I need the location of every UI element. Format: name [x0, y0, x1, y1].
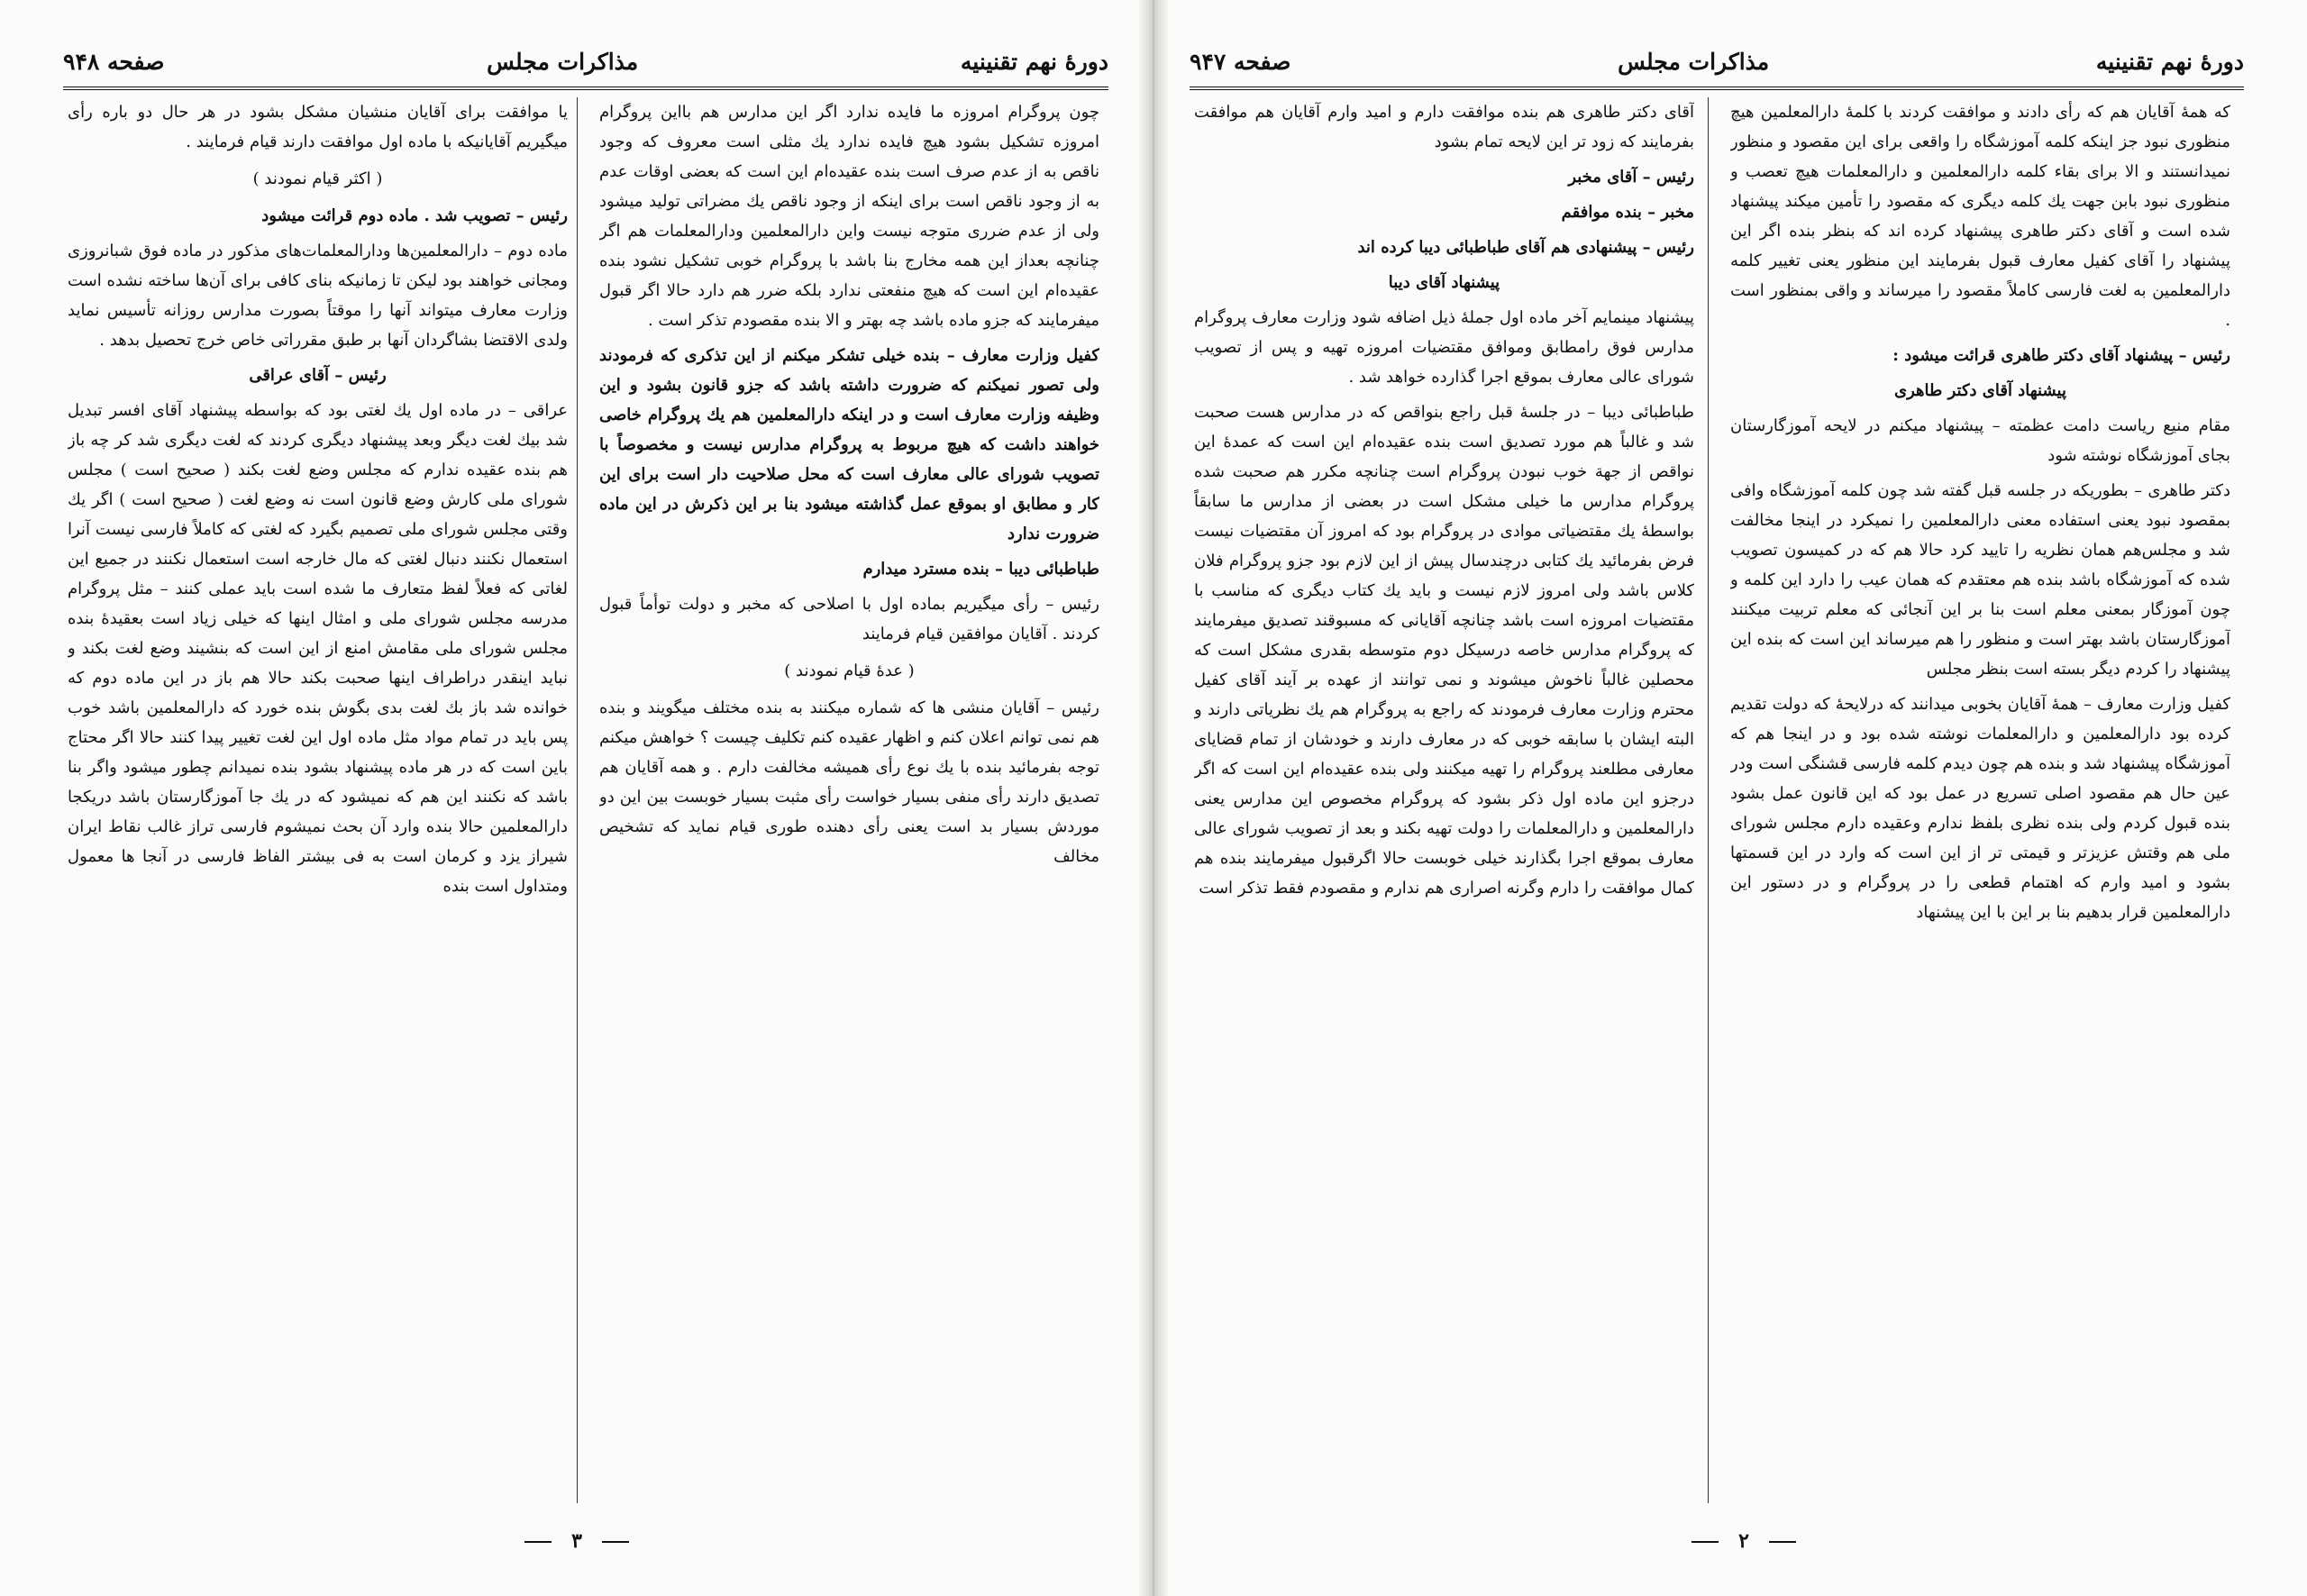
right-page-right-column — [1730, 97, 2230, 1503]
left-page-footer — [487, 1529, 667, 1553]
paragraph: پیشنهاد آقای دیبا — [1388, 273, 1500, 292]
paragraph: ماده دوم – دارالمعلمین‌ها ودارالمعلمات‌های مذکور در ماده فوق شبانروزی ومجانی خواهند بود لیکن تا زمانیکه بنای کافی برای آن‌ها ساخته نشده است وزارت معارف میتواند آنها را موقتاً بصورت مدارس روزانه تأسیس نماید ولدی الاقتضا بشاگردان آنها بر طبق مقرراتی خاص خرج تحصیل بدهد . — [68, 242, 568, 350]
right-header-rule — [1190, 87, 2244, 90]
left-page-header — [63, 43, 1108, 79]
right-page — [1154, 0, 2307, 1596]
paragraph: رئیس – پیشنهاد آقای دکتر طاهری قرائت میشود : — [1892, 346, 2230, 365]
left-page-left-column — [68, 97, 568, 1503]
caption: ( اکثر قیام نمودند ) — [252, 169, 383, 188]
paragraph: کفیل وزارت معارف – بنده خیلی تشکر میکنم از این تذکری که فرمودند ولی تصور نمیکنم که ضرورت داشته باشد که جزو قانون بشود و این وظیفه وزارت معارف است و در اینکه دارالمعلمین هم یك پروگرام خاصی خواهند داشت که هیچ مربوط به پروگرام مدارس نیست و مخصوصاً با تصویب شورای عالی معارف است که محل صلاحیت دار است برای این کار و مطابق او بموقع عمل گذاشته میشود بنا بر این ذکرش در این ماده ضرورت ندارد — [599, 346, 1099, 543]
paragraph: آقای دکتر طاهری هم بنده موافقت دارم و امید وارم آقایان هم موافقت بفرمایند که زود تر این لایحه تمام بشود — [1194, 103, 1694, 151]
paragraph: دکتر طاهری – بطوریکه در جلسه قبل گفته شد چون کلمه آموزشگاه وافی بمقصود نبود یعنی استفاده معنی دارالمعلمین را نمیکرد در اینجا مخالفت شد و مجلس‌هم همان نظریه را تایید کرد حالا هم که در کمیسون تصویب شده که آموزشگاه باشد بنده هم معتقدم که همان عیب را دارد این کلمه و چون آموزگار بمعنی معلم است بنا بر این آنجائی که معلم تربیت میکنند آموزگارستان باشد بهتر است و منظور را هم میرساند این است که بنده این پیشنهاد را کردم دیگر بسته است بنظر مجلس — [1730, 481, 2230, 679]
paragraph: که همهٔ آقایان هم که رأی دادند و موافقت کردند با کلمهٔ دارالمعلمین هیچ منظوری نبود جز اینکه کلمه آموزشگاه را واقعی برای این مقصود و منظور نمیدانستند و الا برای بقاء کلمه دارالمعلمین و دارالمعلمات هیچ تعصب و منظوری نبود بابن جهت یك کلمه دیگری که مقصود را تأمین میکند پیشنهاد شده است و آقای دکتر طاهری پیشنهاد کرده اند که بنظر بنده اگر این پیشنهاد را آقای کفیل معارف قبول بفرمایند این منظور یعنی تغییر کلمه دارالمعلمین به لغت فارسی کاملاً مقصود را میرساند و واقی بمنظور است . — [1730, 103, 2230, 330]
right-page-left-column — [1194, 97, 1694, 1503]
paragraph: مقام منیع ریاست دامت عظمته – پیشنهاد میکنم در لایحه آموزگارستان بجای آموزشگاه نوشته شود — [1730, 416, 2230, 465]
paragraph: مخبر – بنده موافقم — [1561, 203, 1694, 222]
paragraph: رئیس – آقای مخبر — [1568, 168, 1694, 187]
right-page-footer-number: ۲ — [1738, 1529, 1749, 1553]
left-page-title: مذاکرات مجلس — [487, 48, 639, 75]
left-page-session: دورهٔ نهم تقنینیه — [960, 48, 1108, 75]
right-page-session: دورهٔ نهم تقنینیه — [2095, 48, 2244, 75]
paragraph: رئیس – رأی میگیریم بماده اول با اصلاحی که مخبر و دولت توأماً قبول کردند . آقایان موافقین قیام فرمایند — [599, 595, 1099, 643]
paragraph: طباطبائی دیبا – بنده مسترد میدارم — [862, 560, 1099, 579]
right-page-title: مذاکرات مجلس — [1618, 48, 1770, 75]
column-divider — [577, 97, 578, 1503]
paragraph: یا موافقت برای آقایان منشیان مشکل بشود در هر حال دو باره رأی میگیریم آقایانیکه با ماده اول موافقت دارند قیام فرمایند . — [68, 103, 568, 151]
book-gutter — [1137, 0, 1170, 1596]
paragraph: چون پروگرام امروزه ما فایده ندارد اگر این مدارس هم بااین پروگرام امروزه تشکیل بشود هیچ فایده ندارد یك مثلی است معروف که وجود ناقص به از عدم صرف است بنده عقیده‌ام این است که بعضی اوقات عدم به از وجود ناقص است برای اینکه از وجود ناقص یك مضراتی تولید میشود ولی از عدم ضرری متوجه نیست واین دارالمعلمین ودارالمعلمات هم اگر چنانچه بعداز این همه مخارج بنا باشد با پروگرام خوبی تشکیل نشود بنده عقیده‌ام این است که هیچ منفعتی ندارد بلکه ضرر هم دارد حالا اگر قبول میفرمایند که جزو ماده باشد چه بهتر و الا بنده مقصودم تذکر است . — [599, 103, 1099, 330]
right-page-footer — [1654, 1529, 1834, 1553]
left-page-number: صفحه ۹۴۸ — [63, 48, 165, 75]
column-divider — [1708, 97, 1709, 1503]
paragraph: کفیل وزارت معارف – همهٔ آقایان بخوبی میدانند که درلایحهٔ که دولت تقدیم کرده بود دارالمعلمین و دارالمعلمات نوشته شده بود و در اینجا هم که آموزشگاه پیشنهاد شد و بنده هم چون دیدم کلمه فارسی قشنگی است ودر عین حال هم مقصود اصلی تسریع در عمل بود که این قانون عمل بشود بنده قبول کردم ولی بنده نظری بلفظ ندارم وعقیده دارم مجلس شورای ملی هم وقتش عزیزتر و قیمتی تر از این است که وارد در این قسمتها بشود و امید وارم که اهتمام قطعی را در پروگرام و در دستور این دارالمعلمین قرار بدهیم بنا بر این با این پیشنهاد — [1730, 695, 2230, 922]
right-page-number: صفحه ۹۴۷ — [1190, 48, 1291, 75]
right-page-header — [1190, 43, 2244, 79]
paragraph: رئیس – آقای عراقی — [249, 366, 387, 385]
left-page-footer-number: ۳ — [571, 1529, 582, 1553]
paragraph: عراقی – در ماده اول یك لغتی بود که بواسطه پیشنهاد آقای افسر تبدیل شد بیك لغت دیگر وبعد پیشنهاد دیگری کردند که لغت دیگری شد کر چه باز هم بنده عقیده ندارم که مجلس وضع لغت بکند ( صحیح است ) مجلس شورای ملی کارش وضع قانون است نه وضع لغت ( صحیح است ) اگر یك وقتی مجلس شورای ملی تصمیم بگیرد که لغتی که کاملاً فارسی نیست آنرا استعمال نکنند دنبال لغتی که مال خارجه است استعمال نکنند در جمیع این لغاتی که فعلاً لفظ متعارف ما شده است باید عملی کنند – مثل پروگرام مدرسه مجلس شورای ملی و امثال اینها که خیلی زیاد است بعقیدهٔ بنده مجلس شورای ملی مقامش امنع از این است که بنشیند وضع لغت بکند و نباید اینقدر دراطراف اینها صحبت بکند حالا هم باز در این ماده دوم که خوانده شد باز بك لغت بدی بگوش بنده خورد که دارالمعلمین باشد خوب پس باید در تمام مواد مثل ماده اول این لغت تغییر پیدا کنند حالا اگر محتاج باین است که در هر ماده پیشنهاد بشود بنده نمیدانم چطور میشود واگر بنا باشد که نکنند این هم که نمیشود که در یك جا آموزگارستان باشد دریکجا دارالمعلمین حالا بنده وارد آن بحث نمیشوم فارسی تراز غالب نقاط ایران شیراز یزد و کرمان است به فی بیشتر الفاظ فارسی در آنجا ها معمول ومتداول است بنده — [68, 401, 568, 896]
left-page-right-column — [599, 97, 1099, 1503]
paragraph: رئیس – پیشنهادی هم آقای طباطبائی دیبا کرده اند — [1357, 238, 1694, 257]
paragraph: رئیس – تصویب شد . ماده دوم قرائت میشود — [261, 206, 568, 225]
paragraph: پیشنهاد مینمایم آخر ماده اول جملهٔ ذیل اضافه شود وزارت معارف پروگرام مدارس فوق رامطابق وموافق مقتضیات امروزه تهیه و پس از تصویب شورای عالی معارف بموقع اجرا گذارده خواهد شد . — [1194, 308, 1694, 387]
paragraph: رئیس – آقایان منشی ها که شماره میکنند به بنده مختلف میگویند و بنده هم نمی توانم اعلان کنم و اظهار عقیده کنم تکلیف چیست ؟ خواهش میکنم توجه بفرمائید بنده با یك نوع رأی همیشه مخالفت دارم . و همه آقایان هم تصدیق دارند رأی منفی بسیار خواست رأی مثبت بسیار خوبست بین این دو موردش بسیار بد است یعنی رأی دهنده طوری قیام نماید که تشخیص مخالف — [599, 698, 1099, 866]
paragraph: پیشنهاد آقای دکتر طاهری — [1894, 381, 2066, 400]
left-header-rule — [63, 87, 1108, 90]
caption: ( عدهٔ قیام نمودند ) — [784, 661, 915, 680]
paragraph: طباطبائی دیبا – در جلسهٔ قبل راجع بنواقص که در مدارس هست صحبت شد و غالباً هم مورد تصدیق است بنده عقیده‌ام این است که عمدهٔ این نواقص از جهة خوب نبودن پروگرام است چنانچه مکرر هم صحبت شده پروگرام مدارس ما خیلی مشکل است در بعضی از مدارس ما سابقاً بواسطهٔ یك مقتضیاتی موادی در پروگرام بود که امروز آن مقتضیات نیست فرض بفرمائید یك کتابی درچندسال پیش از این لازم بود جزو پروگرام فلان کلاس باشد ولی امروز لازم نیست و باید یك کتاب دیگری که مناسب با مقتضیات امروزه است باشد چنانچه آقایانی که مسبوقند تصدیق میفرمایند که پروگرام مدارس خاصه درسیکل دوم متوسطه بقدری مشکل است که محصلین غالباً ناخوش میشوند و نمی توانند از عهده بر آیند آقای کفیل محترم وزارت معارف فرمودند که راجع به پروگرام هم یك نظریاتی دارند و البته ایشان با سابقه خوبی که در معارف دارند و خودشان از تمام قضایای معارفی مطلعند پروگرام را تهیه میکنند ولی بنده عقیده‌ام این است که اگر درجزو این ماده اول ذکر بشود که پروگرام مخصوص این مدارس یعنی دارالمعلمین و دارالمعلمات را دولت تهیه بکند و بعد از تصویب شورای عالی معارف بموقع اجرا بگذارند خیلی خوبست حالا اگرقبول میفرمایند بنده هم کمال موافقت را دارم وگرنه اصراری هم ندارم و مقصودم فقط تذکر است — [1194, 403, 1694, 898]
